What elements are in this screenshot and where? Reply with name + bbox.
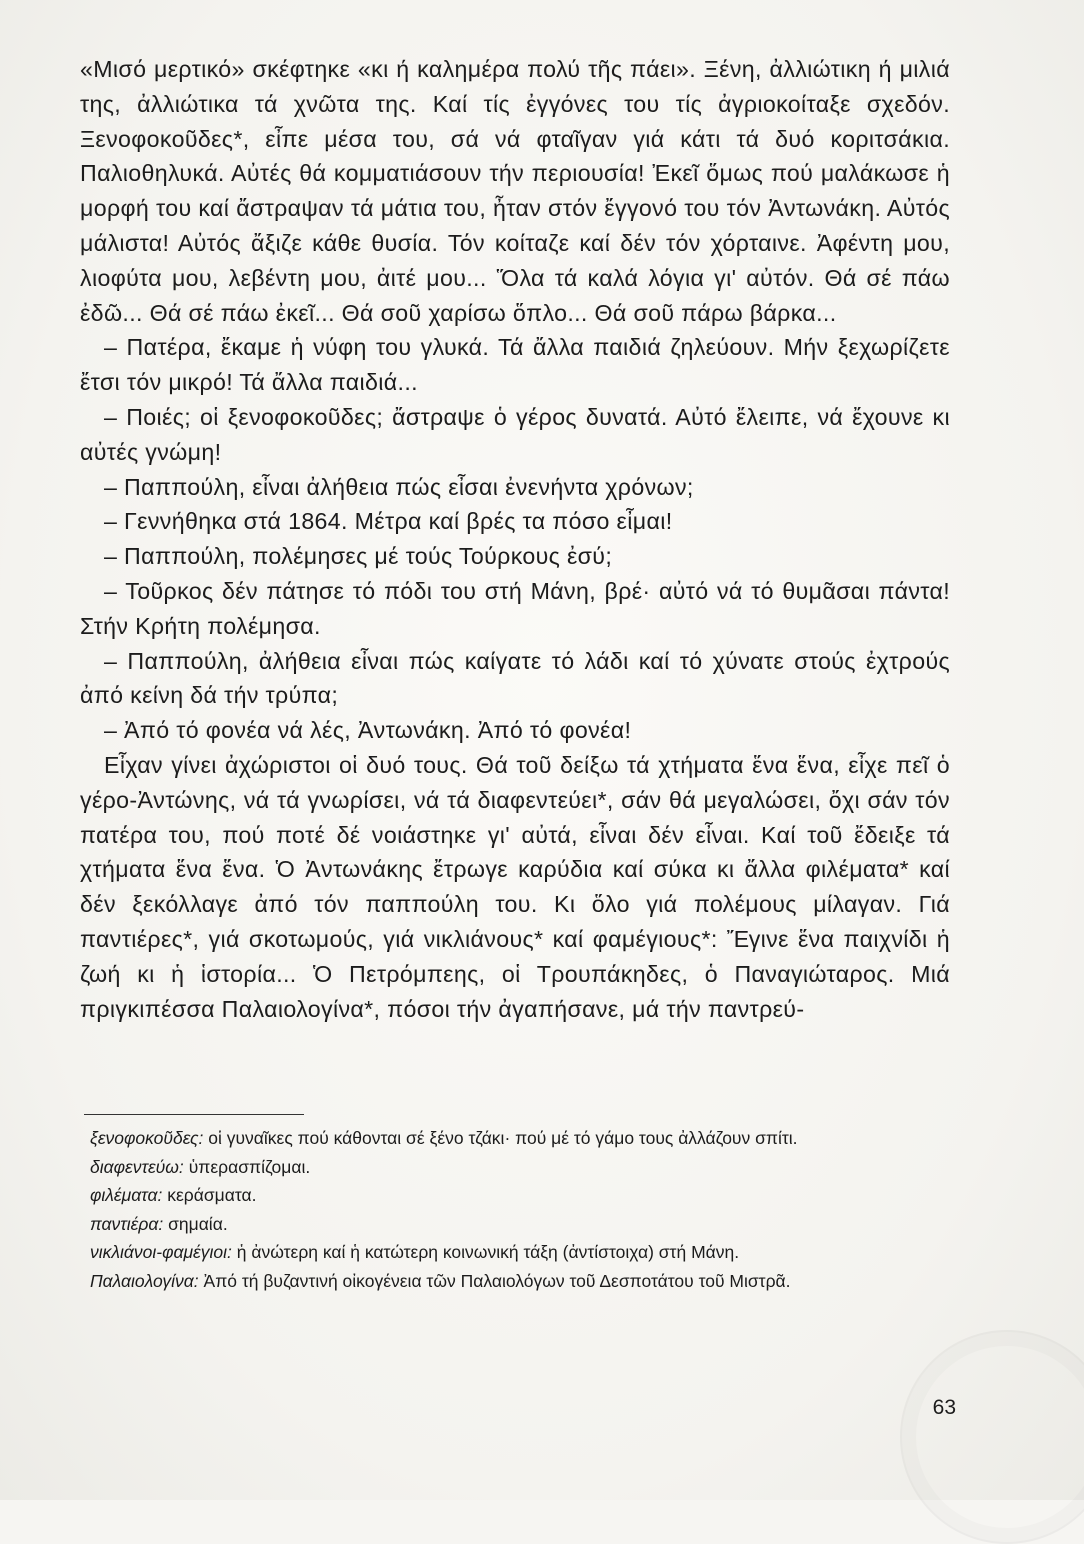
dialogue-line: – Παππούλη, ἀλήθεια εἶναι πώς καίγατε τό λάδι καί τό χύνατε στούς ἐχτρούς ἀπό κείνη δά τήν τρύπα; bbox=[80, 647, 950, 709]
footnote bbox=[90, 1153, 960, 1182]
footnote-term: φιλέματα: bbox=[90, 1185, 163, 1206]
paragraph: Εἶχαν γίνει ἀχώριστοι οἱ δυό τους. Θά τοῦ δείξω τά χτήματα ἕνα ἕνα, εἶχε πεῖ ὁ γέρο-Ἀντώνης, νά τά γνωρίσει, νά τά διαφεντεύει*, σάν θά μεγαλώσει, ὄχι σάν τόν πατέρα του, πού ποτέ δέ νοιάστηκε γι' αὐτά, εἶναι δέν εἶναι. Καί τοῦ ἔδειξε τά χτήματα ἕνα ἕνα. Ὁ Ἀντωνάκης ἔτρωγε καρύδια καί σύκα κι ἄλλα φιλέματα* καί δέν ξεκόλλαγε ἀπό τόν παππούλη του. Κι ὅλο γιά πολέμους μίλαγαν. Γιά παντιέρες*, γιά σκοτωμούς, γιά νικλιάνους* καί φαμέγιους*: Ἔγινε ἕνα παιχνίδι ἡ ζωή κι ἡ ἱστορία... Ὁ Πετρόμπεης, οἱ Τρουπάκηδες, ὁ Παναγιώταρος. Μιά πριγκιπέσσα Παλαιολογίνα*, πόσοι τήν ἀγαπήσανε, μά τήν παντρεύ- bbox=[80, 751, 950, 1022]
dialogue-line: – Πατέρα, ἔκαμε ἡ νύφη του γλυκά. Τά ἄλλα παιδιά ζηλεύουν. Μήν ξεχωρίζετε ἔτσι τόν μικρό! Τά ἄλλα παιδιά... bbox=[80, 334, 950, 396]
footnote-definition: ὑπερασπίζομαι. bbox=[188, 1156, 311, 1177]
footnote-divider bbox=[84, 1114, 304, 1115]
dialogue-line: – Γεννήθηκα στά 1864. Μέτρα καί βρές τα πόσο εἶμαι! bbox=[104, 508, 673, 535]
footnote-definition: ἡ ἀνώτερη καί ἡ κατώτερη κοινωνική τάξη (ἀντίστοιχα) στή Μάνη. bbox=[236, 1242, 740, 1263]
footnote-term: ξενοφοκοῦδες: bbox=[90, 1128, 204, 1148]
footnote bbox=[90, 1181, 960, 1210]
footnote bbox=[90, 1238, 960, 1267]
footnote-definition: Ἀπό τή βυζαντινή οἰκογένεια τῶν Παλαιολόγων τοῦ Δεσποτάτου τοῦ Μιστρᾶ. bbox=[203, 1270, 791, 1291]
dialogue-line: – Ἀπό τό φονέα νά λές, Ἀντωνάκη. Ἀπό τό φονέα! bbox=[104, 717, 632, 744]
footnote-term: νικλιάνοι-φαμέγιοι: bbox=[90, 1242, 232, 1263]
dialogue-line: – Παππούλη, πολέμησες μέ τούς Τούρκους ἐσύ; bbox=[104, 543, 613, 570]
dialogue-line: – Παππούλη, εἶναι ἀλήθεια πώς εἶσαι ἐνενήντα χρόνων; bbox=[104, 473, 694, 500]
footnote-definition: οἱ γυναῖκες πού κάθονται σέ ξένο τζάκι· πού μέ τό γάμο τους ἀλλάζουν σπίτι. bbox=[208, 1128, 798, 1148]
dialogue-line: – Τοῦρκος δέν πάτησε τό πόδι του στή Μάνη, βρέ· αὐτό νά τό θυμᾶσαι πάντα! Στήν Κρήτη πολέμησα. bbox=[80, 577, 950, 639]
paragraph: «Μισό μερτικό» σκέφτηκε «κι ή καλημέρα πολύ τῆς πάει». Ξένη, ἀλλιώτικη ή μιλιά της, ἀλλιώτικα τά χνῶτα της. Καί τίς ἐγγόνες του τίς ἀγριοκοίταξε σχεδόν. Ξενοφοκοῦδες*, εἶπε μέσα του, σά νά φταῖγαν γιά κάτι τά δυό κοριτσάκια. Παλιοθηλυκά. Αὐτές θά κομματιάσουν τήν περιουσία! Ἐκεῖ ὅμως πού μαλάκωσε ἡ μορφή του καί ἄστραψαν τά μάτια του, ἦταν στόν ἔγγονό του τόν Ἀντωνάκη. Αὐτός μάλιστα! Αὐτός ἄξιζε κάθε θυσία. Τόν κοίταζε καί δέν τόν χόρταινε. Ἀφέντη μου, λιοφύτα μου, λεβέντη μου, ἀιτέ μου... Ὅλα τά καλά λόγια γι' αὐτόν. Θά σέ πάω ἐδῶ... Θά σέ πάω ἐκεῖ... Θά σοῦ χαρίσω ὅπλο... Θά σοῦ πάρω βάρκα... bbox=[80, 56, 950, 326]
faded-library-stamp bbox=[900, 1330, 1084, 1544]
footnote-term: παντιέρα: bbox=[90, 1213, 164, 1234]
page-number: 63 bbox=[932, 1396, 956, 1419]
main-text bbox=[80, 52, 950, 1026]
footnote-definition: κεράσματα. bbox=[167, 1185, 257, 1206]
footnote bbox=[90, 1210, 960, 1239]
footnotes bbox=[90, 1124, 960, 1296]
dialogue-line: – Ποιές; οἱ ξενοφοκοῦδες; ἄστραψε ὁ γέρος δυνατά. Αὐτό ἔλειπε, νά ἔχουνε κι αὐτές γνώμη! bbox=[80, 403, 950, 465]
footnote-definition: σημαία. bbox=[168, 1213, 228, 1234]
footnote-term: Παλαιολογίνα: bbox=[90, 1270, 199, 1291]
footnote bbox=[90, 1124, 960, 1153]
footnote bbox=[90, 1267, 960, 1296]
footnote-term: διαφεντεύω: bbox=[90, 1156, 184, 1177]
